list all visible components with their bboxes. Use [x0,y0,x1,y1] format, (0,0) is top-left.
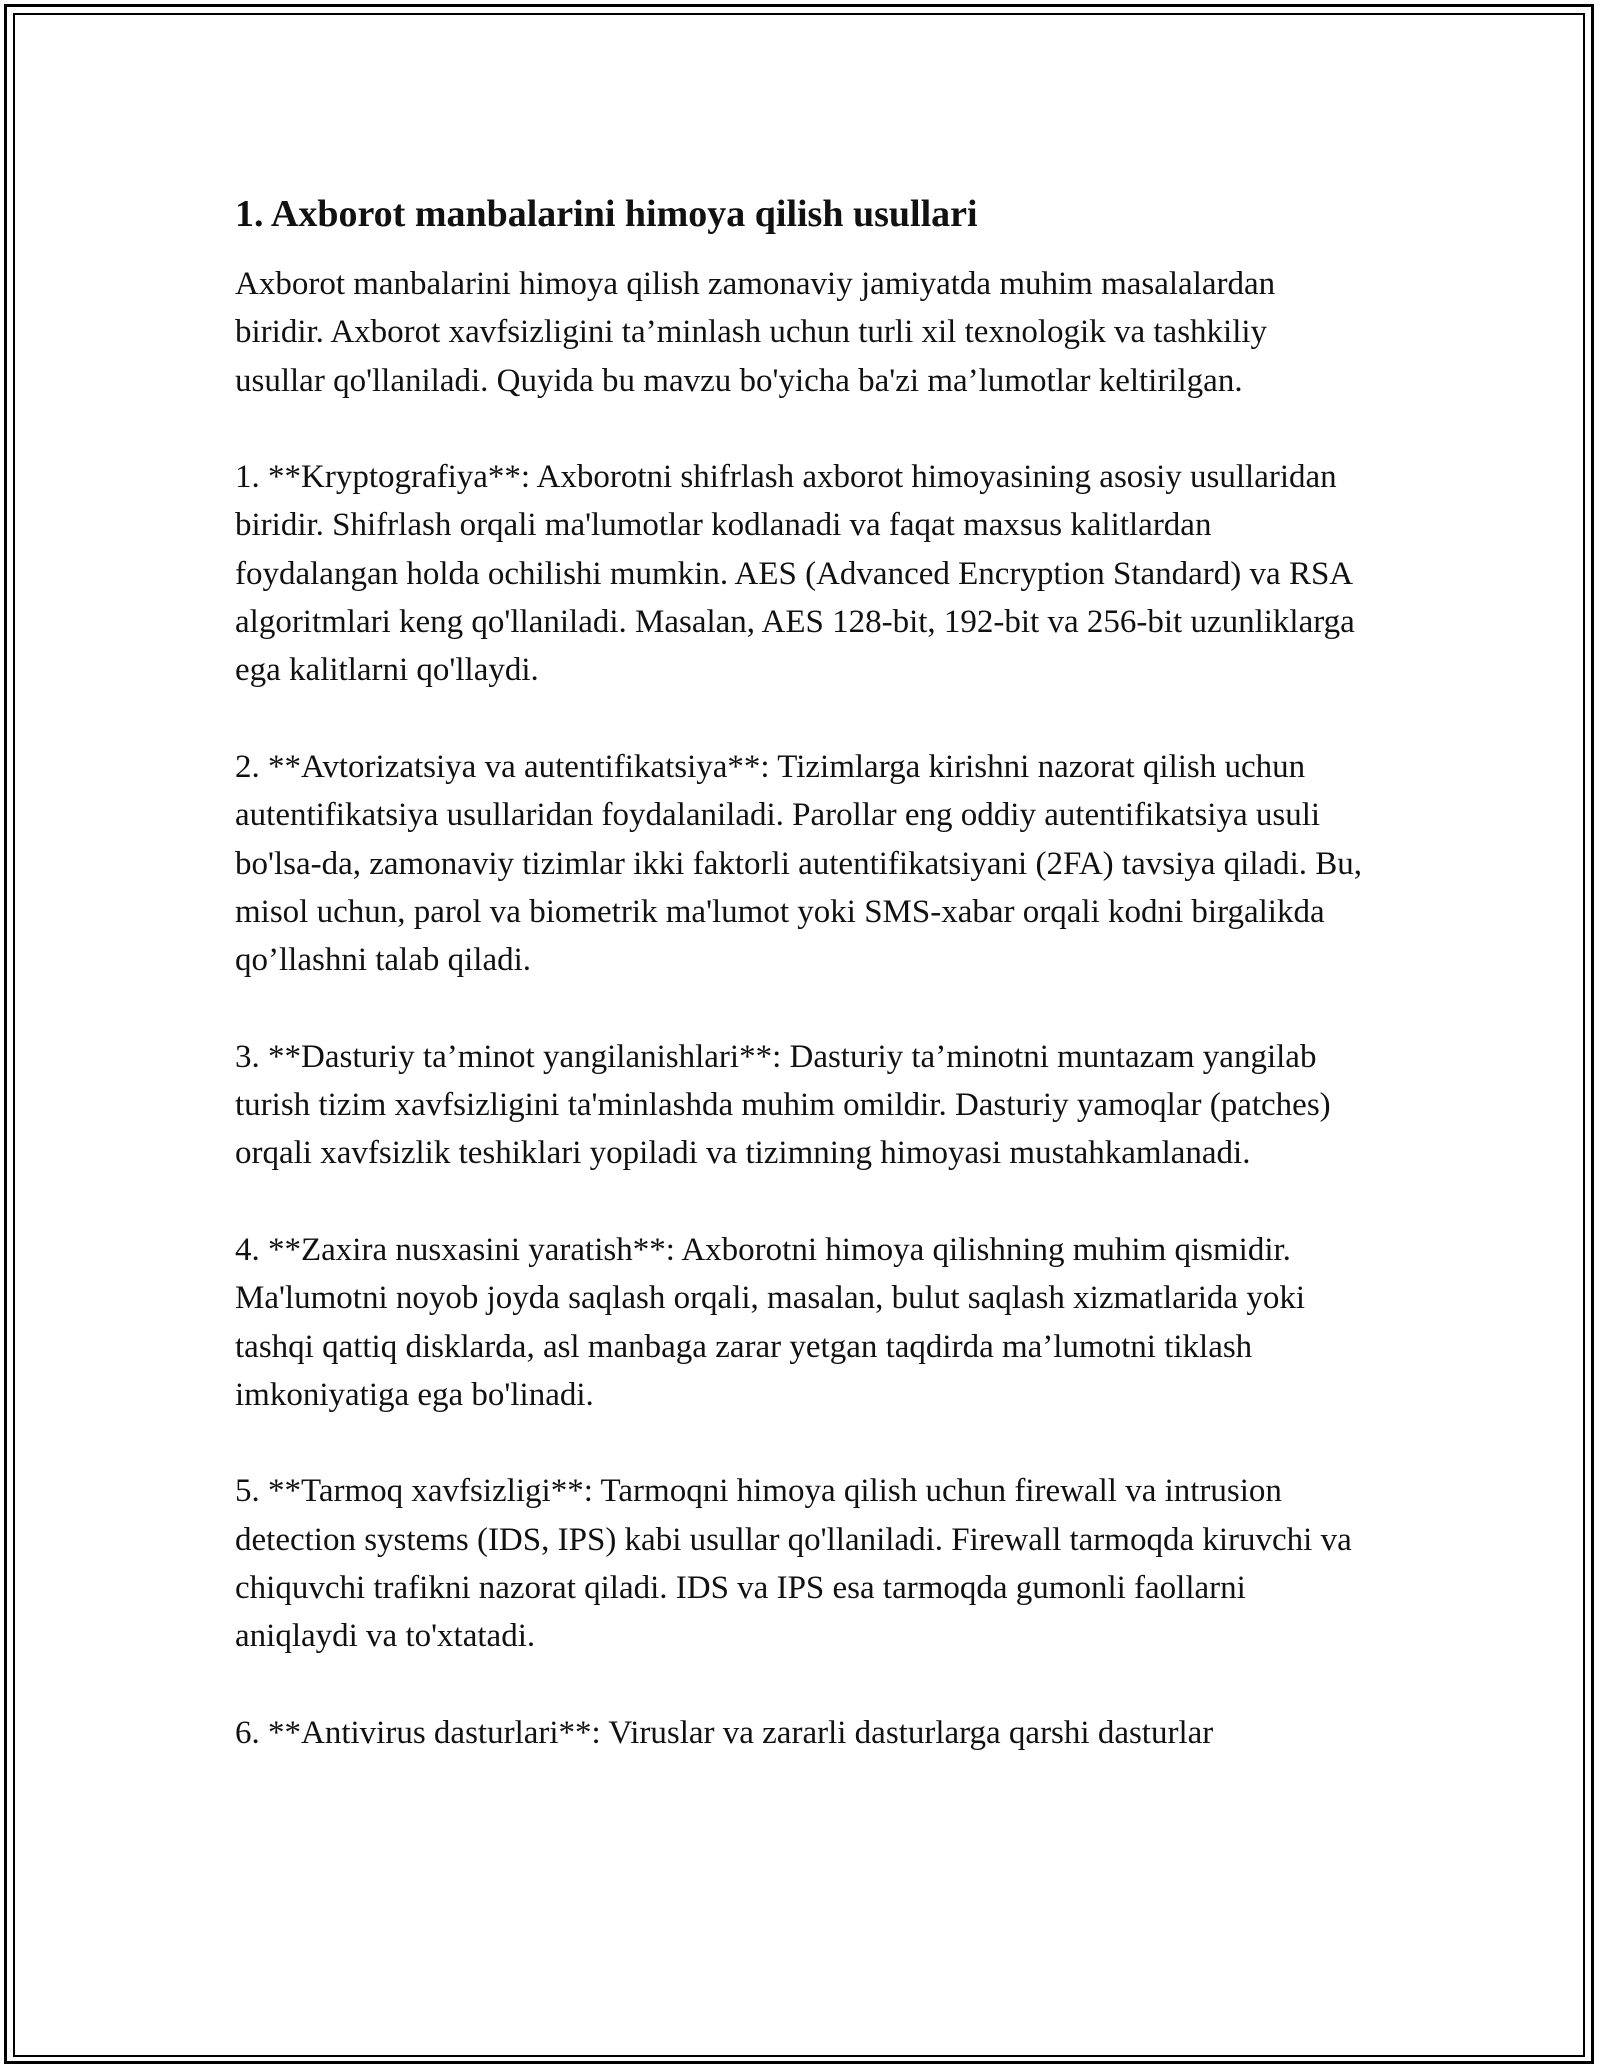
paragraph-avtorizatsiya: 2. **Avtorizatsiya va autentifikatsiya**: Tizimlarga kirishni nazorat qilish uchun autentifikatsiya usullaridan foydalaniladi. Parollar eng oddiy autentifikatsiya usuli bo'lsa-da, zamonaviy tizimlar ikki faktorli autentifikatsiyani (2FA) tavsiya qiladi. Bu, misol uchun, parol va biometrik ma'lumot yoki SMS-xabar orqali kodni birgalikda qo’llashni talab qiladi. [235,748,1363,979]
paragraph-antivirus: 6. **Antivirus dasturlari**: Viruslar va zararli dasturlarga qarshi dasturlar [235,1714,1214,1751]
intro-paragraph: Axborot manbalarini himoya qilish zamonaviy jamiyatda muhim masalalardan biridir. Axborot xavfsizligini ta’minlash uchun turli xil texnologik va tashkiliy usullar qo'llaniladi. Quyida bu mavzu bo'yicha ba'zi ma’lumotlar keltirilgan. [235,266,1276,399]
paragraph-dasturiy-taminot: 3. **Dasturiy ta’minot yangilanishlari**: Dasturiy ta’minotni muntazam yangilab turish tizim xavfsizligini ta'minlashda muhim omildir. Dasturiy yamoqlar (patches) orqali xavfsizlik teshiklari yopiladi va tizimning himoyasi mustahkamlanadi. [235,1038,1331,1172]
document-heading: 1. Axborot manbalarini himoya qilish usullari [235,193,978,235]
document-body [235,186,1365,1757]
paragraph-kryptografiya: 1. **Kryptografiya**: Axborotni shifrlash axborot himoyasining asosiy usullaridan biridir. Shifrlash orqali ma'lumotlar kodlanadi va faqat maxsus kalitlardan foydalangan holda ochilishi mumkin. AES (Advanced Encryption Standard) va RSA algoritmlari keng qo'llaniladi. Masalan, AES 128-bit, 192-bit va 256-bit uzunliklarga ega kalitlarni qo'llaydi. [235,459,1355,689]
paragraph-zaxira-nusxasi: 4. **Zaxira nusxasini yaratish**: Axborotni himoya qilishning muhim qismidir. Ma'lumotni noyob joyda saqlash orqali, masalan, bulut saqlash xizmatlarida yoki tashqi qattiq disklarda, asl manbaga zarar yetgan taqdirda ma’lumotni tiklash imkoniyatiga ega bo'linadi. [235,1231,1305,1413]
paragraph-tarmoq-xavfsizligi: 5. **Tarmoq xavfsizligi**: Tarmoqni himoya qilish uchun firewall va intrusion detection systems (IDS, IPS) kabi usullar qo'llaniladi. Firewall tarmoqda kiruvchi va chiquvchi trafikni nazorat qiladi. IDS va IPS esa tarmoqda gumonli faollarni aniqlaydi va to'xtatadi. [235,1473,1352,1655]
